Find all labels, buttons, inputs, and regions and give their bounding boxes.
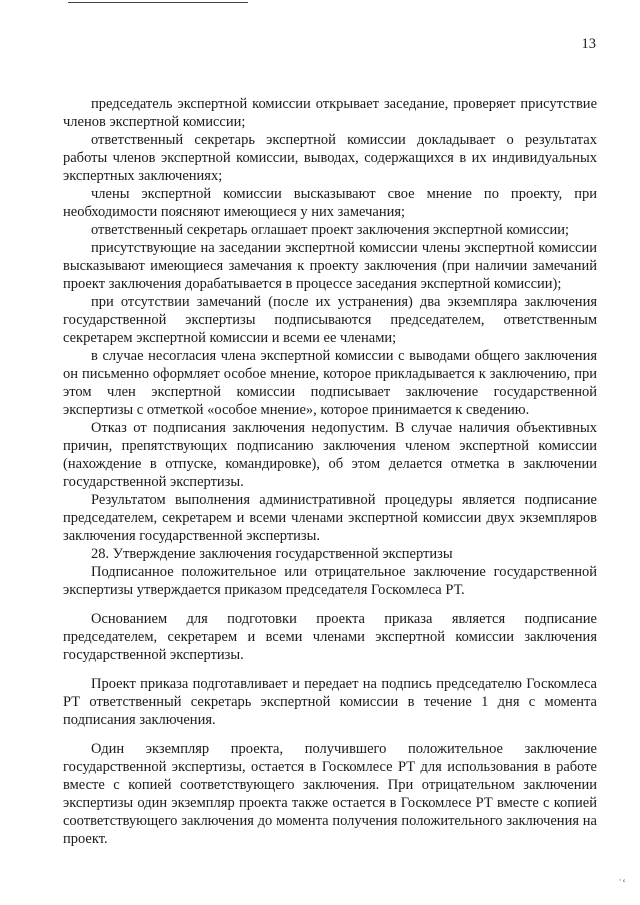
section-heading: 28. Утверждение заключения государственной экспертизы <box>91 546 453 562</box>
document-body <box>63 95 597 848</box>
paragraph: в случае несогласия члена экспертной комиссии с выводами общего заключения он письменно оформляет особое мнение, которое прикладывается к заключению, при этом член экспертной комиссии подписывает заключение государственной экспертизы с отметкой «особое мнение», которое принимается к сведению. <box>63 348 597 418</box>
paragraph: председатель экспертной комиссии открывает заседание, проверяет присутствие членов экспертной комиссии; <box>63 96 597 130</box>
page-number: 13 <box>581 36 596 52</box>
paragraph: ответственный секретарь экспертной комиссии докладывает о результатах работы членов экспертной комиссии, выводах, содержащихся в их индивидуальных экспертных заключениях; <box>63 132 597 184</box>
paragraph: Подписанное положительное или отрицательное заключение государственной экспертизы утверждается приказом председателя Госкомлеса РТ. <box>63 564 597 598</box>
paragraph: присутствующие на заседании экспертной комиссии члены экспертной комиссии высказывают имеющиеся замечания к проекту заключения (при наличии замечаний проект заключения дорабатывается в процессе заседания экспертной комиссии); <box>63 240 597 292</box>
paragraph: Один экземпляр проекта, получившего положительное заключение государственной экспертизы, остается в Госкомлесе РТ для использования в работе вместе с копией соответствующего заключения. При отрицательном заключении экспертизы один экземпляр проекта также остается в Госкомлесе РТ вместе с копией соответствующего заключения до момента получения положительного заключения на проект. <box>63 741 597 847</box>
paragraph: Основанием для подготовки проекта приказа является подписание председателем, секретарем и всеми членами экспертной комиссии заключения государственной экспертизы. <box>63 611 597 663</box>
paragraph: ответственный секретарь оглашает проект заключения экспертной комиссии; <box>91 222 569 238</box>
paragraph: Проект приказа подготавливает и передает на подпись председателю Госкомлеса РТ ответственный секретарь экспертной комиссии в течение 1 дня с момента подписания заключения. <box>63 676 597 728</box>
paragraph: члены экспертной комиссии высказывают свое мнение по проекту, при необходимости поясняют имеющиеся у них замечания; <box>63 186 597 220</box>
corner-scan-mark: ˙ʻ <box>618 876 626 890</box>
paragraph: Отказ от подписания заключения недопустим. В случае наличия объективных причин, препятствующих подписанию заключения членом экспертной комиссии (нахождение в отпуске, командировке), об этом делается отметка в заключении государственной экспертизы. <box>63 420 597 490</box>
paragraph: Результатом выполнения административной процедуры является подписание председателем, секретарем и всеми членами экспертной комиссии двух экземпляров заключения государственной экспертизы. <box>63 492 597 544</box>
top-rule <box>68 2 248 3</box>
paragraph: при отсутствии замечаний (после их устранения) два экземпляра заключения государственной экспертизы подписываются председателем, ответственным секретарем экспертной комиссии и всеми ее членами; <box>63 294 597 346</box>
